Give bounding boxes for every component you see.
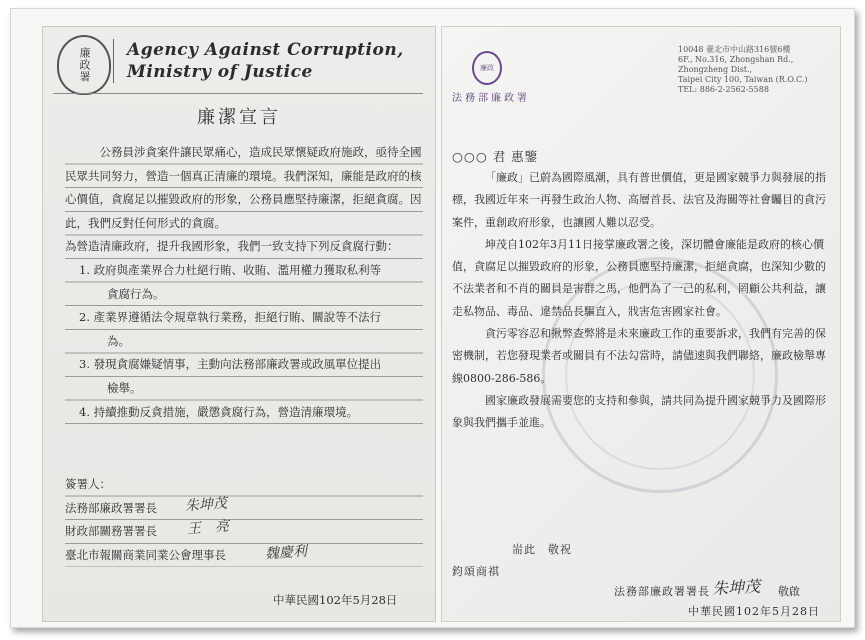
department-seal-logo — [472, 51, 502, 85]
handwritten-signature: 朱坤茂 — [711, 576, 761, 599]
letter-paragraph: 國家廉政發展需要您的支持和參與，請共同為提升國家競爭力及國際形象與我們攜手並進。 — [452, 393, 826, 430]
paragraph-1: 公務員涉貪案件讓民眾痛心，造成民眾懷疑政府施政，亟待全國民眾共同努力，營造一個真正清廉的環境。我們深知，廉能是政府的核心價值，貪腐足以摧毀政府的形象，公務員應堅持廉潔，拒絕貪腐。因此，我們反對任何形式的貪腐。 — [65, 145, 422, 230]
signer-row — [65, 544, 423, 568]
action-item-continuation: 貪腐行為。 — [107, 286, 165, 301]
signer-title: 法務部廉政署署長 — [614, 585, 710, 598]
action-item-text: 4. 持續推動反貪措施，嚴懲貪腐行為，營造清廉環境。 — [79, 404, 359, 419]
signers-label: 簽署人： — [65, 477, 111, 491]
signer-title: 臺北市報關商業同業公會理事長 — [65, 547, 226, 562]
agency-seal-logo — [57, 35, 111, 95]
letter-date: 中華民國102年5月28日 — [688, 605, 820, 618]
signer-title: 法務部廉政署署長 — [65, 500, 157, 515]
handwritten-signature: 王 亮 — [186, 518, 230, 538]
action-item-2 — [65, 306, 423, 353]
salutation: ○○○ 君 惠鑒 — [452, 149, 539, 164]
signer-row — [65, 520, 423, 544]
handwritten-signature: 朱坤茂 — [184, 495, 228, 515]
signers-block — [65, 473, 423, 567]
paragraph-2: 為營造清廉政府，提升我國形象，我們一致支持下列反貪腐行動： — [65, 239, 399, 254]
action-item-text: 3. 發現貪腐嫌疑情事，主動向法務部廉政署或政風單位提出 — [79, 357, 382, 372]
photo-frame — [10, 8, 855, 628]
action-item-continuation: 為。 — [107, 333, 130, 348]
signer-row — [65, 497, 423, 521]
letter-paragraph: 「廉政」已蔚為國際風潮，具有普世價值，更是國家競爭力與發展的指標，我國近年來一再發生政治人物、高層首長、法官及海關等社會矚目的貪污案件，重創政府形象，也讓國人難以忍受。 — [452, 171, 826, 229]
signer-title: 財政部關務署署長 — [65, 524, 157, 539]
handwritten-signature: 魏慶利 — [264, 543, 308, 563]
closing-line: 耑此 敬祝 — [512, 543, 572, 556]
seal-text: 廉政 — [480, 64, 494, 72]
action-item-text: 2. 產業界遵循法令規章執行業務，拒絕行賄、關說等不法行 — [79, 310, 382, 325]
agency-title: Agency Against Corruption, Ministry of Justice — [127, 40, 404, 82]
action-item-text: 1. 政府與產業界合力杜絕行賄、收賄、濫用權力獲取私利等 — [79, 262, 382, 277]
action-item-4 — [65, 401, 423, 425]
department-name: 法務部廉政署 — [452, 93, 530, 104]
closing-respect: 敬啟 — [778, 585, 800, 598]
letter-paragraph: 坤茂自102年3月11日接掌廉政署之後，深切體會廉能是政府的核心價值，貪腐足以摧毀政府的形象，公務員應堅持廉潔，拒絕貪腐，也深知少數的不法業者和不肖的關員是害群之馬，他們為了一己的私利，罔顧公共利益，讓走私物品、毒品、違禁品長驅直入，戕害危害國家社會。 — [452, 237, 826, 318]
declaration-title: 廉潔宣言 — [197, 107, 281, 128]
letter-page — [441, 26, 841, 622]
seal-text: 廉政署 — [78, 47, 91, 83]
letter-paragraph: 貪污零容忍和揪弊查弊將是未來廉政工作的重要訴求，我們有完善的保密機制，若您發現業者或關員有不法勾當時，請儘速與我們聯絡，廉政檢舉專線0800-286-586。 — [452, 327, 826, 385]
letterhead-address: 10048 臺北市中山路316號6樓 6F., No.316, Zhongshan Rd., Zhongzheng Dist., Taipei City 100, Taiwan (R.O.C.) TEL: 886-2-2562-5588 — [678, 45, 808, 94]
action-item-1 — [65, 259, 423, 306]
action-item-3 — [65, 353, 423, 400]
header-rule — [53, 93, 423, 94]
header-divider — [113, 39, 114, 83]
declaration-date: 中華民國102年5月28日 — [273, 593, 398, 607]
action-item-continuation: 檢舉。 — [107, 380, 142, 395]
closing-greeting: 鈞頌商祺 — [452, 565, 500, 578]
declaration-page — [42, 26, 436, 622]
declaration-body — [65, 141, 423, 424]
letter-body — [452, 167, 832, 435]
